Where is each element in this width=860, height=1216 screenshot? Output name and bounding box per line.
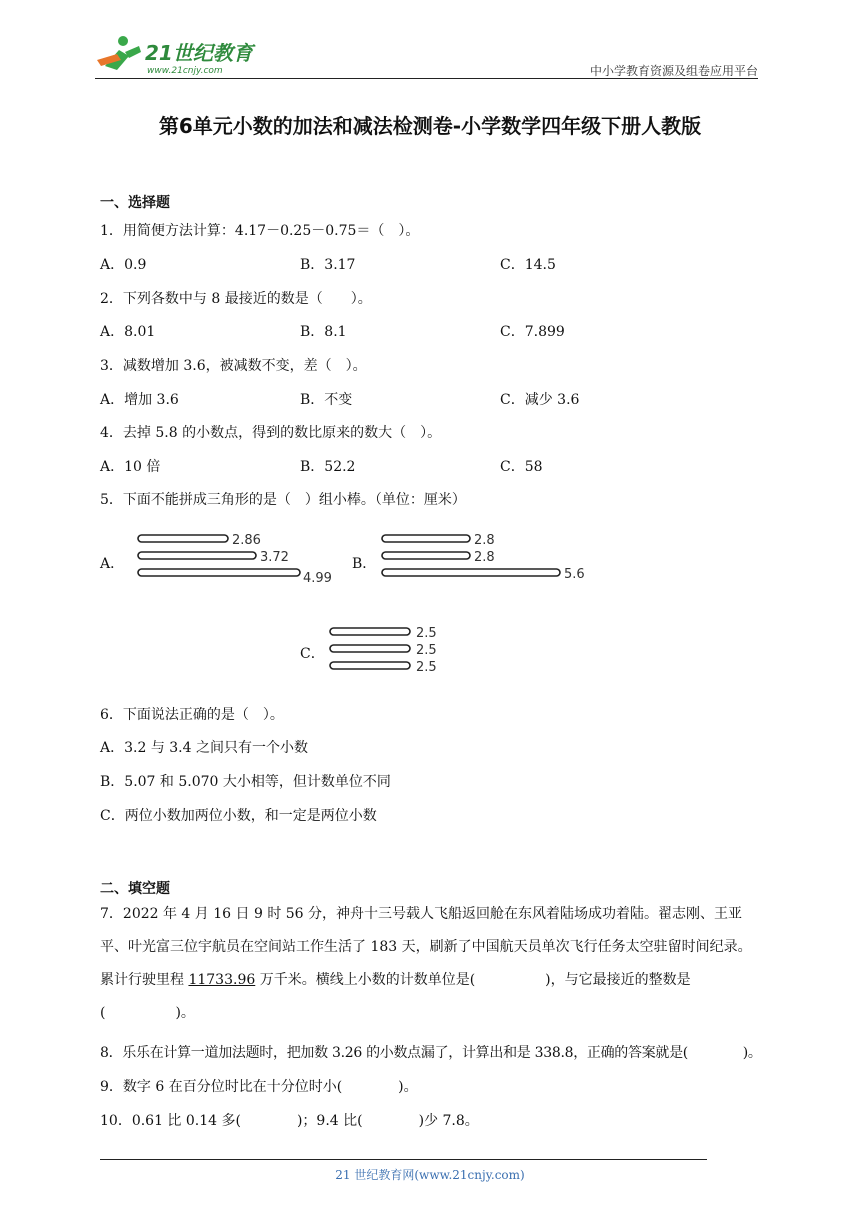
header-divider — [95, 78, 758, 79]
stick — [382, 569, 560, 576]
stick — [330, 645, 410, 652]
stick-label: 2.8 — [474, 533, 495, 548]
footer-text: 21 世纪教育网(www.21cnjy.com) — [335, 1168, 525, 1182]
site-logo — [95, 32, 265, 76]
question-3: 3．减数增加 3.6，被减数不变，差（ ）。 — [100, 358, 367, 374]
page-title: 第6单元小数的加法和减法检测卷-小学数学四年级下册人教版 — [158, 114, 702, 138]
q6-option-a: A．3.2 与 3.4 之间只有一个小数 — [100, 740, 308, 756]
question-7 — [100, 898, 760, 1030]
stick — [138, 552, 256, 559]
footer-divider — [100, 1159, 707, 1160]
q7-text-part2: 万千米。横线上小数的计数单位是( )，与它最接近的整数是( )。 — [100, 972, 691, 1021]
q4-option-a: A．10 倍 — [100, 459, 161, 475]
q2-option-b: B．8.1 — [300, 324, 347, 340]
question-1: 1．用简便方法计算：4.17－0.25－0.75＝（ ）。 — [100, 223, 420, 239]
question-2: 2．下列各数中与 8 最接近的数是（ ）。 — [100, 291, 372, 307]
stick-label: 2.8 — [474, 550, 495, 565]
q1-option-c: C．14.5 — [500, 257, 556, 273]
stick — [138, 569, 300, 576]
question-4: 4．去掉 5.8 的小数点，得到的数比原来的数大（ ）。 — [100, 425, 442, 441]
stick-label: 2.5 — [416, 643, 437, 658]
q4-option-c: C．58 — [500, 459, 543, 475]
q4-option-b: B．52.2 — [300, 459, 356, 475]
svg-text:www.21cnjy.com: www.21cnjy.com — [147, 66, 223, 76]
q5-sticks-b — [380, 530, 590, 586]
section-fill-heading: 二、填空题 — [100, 881, 170, 897]
svg-text:21世纪教育: 21世纪教育 — [145, 41, 253, 65]
page-header — [95, 32, 758, 78]
q5-option-c-label: C． — [300, 646, 325, 662]
q2-option-a: A．8.01 — [100, 324, 156, 340]
q5-sticks-c — [328, 622, 448, 678]
question-10: 10．0.61 比 0.14 多( )；9.4 比( )少 7.8。 — [100, 1113, 479, 1129]
q1-option-a: A．0.9 — [100, 257, 147, 273]
stick-label: 4.99 — [303, 571, 332, 586]
stick-label: 2.86 — [232, 533, 261, 548]
q3-option-a: A．增加 3.6 — [100, 392, 179, 408]
stick — [382, 535, 470, 542]
q6-option-c: C．两位小数加两位小数，和一定是两位小数 — [100, 808, 377, 824]
stick — [330, 662, 410, 669]
q2-option-c: C．7.899 — [500, 324, 565, 340]
stick — [138, 535, 228, 542]
stick-label: 5.6 — [564, 567, 585, 582]
stick-label: 2.5 — [416, 660, 437, 675]
stick — [330, 628, 410, 635]
question-5: 5．下面不能拼成三角形的是（ ）组小棒。（单位：厘米） — [100, 492, 466, 508]
q5-sticks-a — [136, 530, 336, 586]
q3-option-c: C．减少 3.6 — [500, 392, 580, 408]
q7-text-part1: 7．2022 年 4 月 16 日 9 时 56 分，神舟十三号载人飞船返回舱在东风着陆场成功着陆。翟志刚、王亚平、叶光富三位宇航员在空间站工作生活了 183 天，刷新了中国航天员单次飞行任务太空驻留时间纪录。累计行驶里程 — [100, 906, 752, 988]
q6-option-b: B．5.07 和 5.070 大小相等，但计数单位不同 — [100, 774, 391, 790]
q3-option-b: B．不变 — [300, 392, 353, 408]
question-9: 9．数字 6 在百分位时比在十分位时小( )。 — [100, 1079, 418, 1095]
question-8: 8．乐乐在计算一道加法题时，把加数 3.26 的小数点漏了，计算出和是 338.8，正确的答案就是( )。 — [100, 1045, 762, 1061]
q7-underlined-number: 11733.96 — [188, 972, 256, 988]
stick-label: 3.72 — [260, 550, 289, 565]
question-6: 6．下面说法正确的是（ ）。 — [100, 707, 284, 723]
q5-option-b-label: B． — [352, 556, 377, 572]
q1-option-b: B．3.17 — [300, 257, 356, 273]
q5-option-a-label: A． — [100, 556, 125, 572]
platform-name: 中小学教育资源及组卷应用平台 — [589, 64, 758, 78]
stick-label: 2.5 — [416, 626, 437, 641]
section-choice-heading: 一、选择题 — [100, 195, 170, 211]
stick — [382, 552, 470, 559]
